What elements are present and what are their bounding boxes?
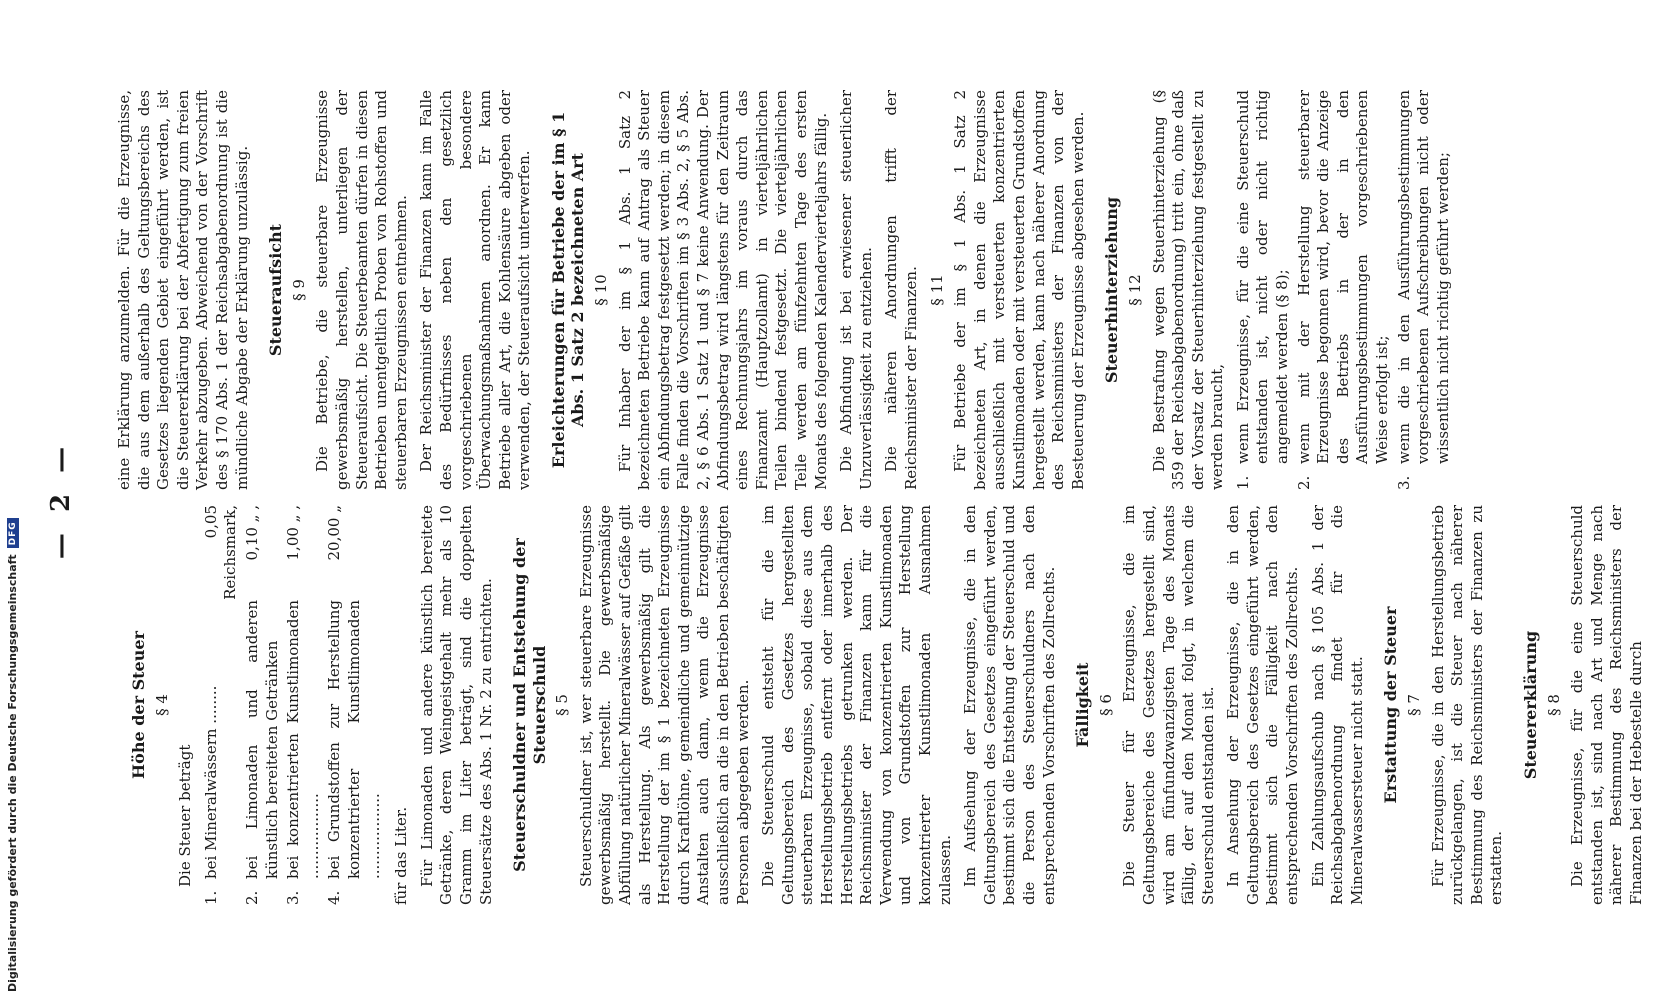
paragraph-number: § 7 xyxy=(1405,694,1424,716)
list-item xyxy=(243,505,282,905)
section-heading: Steuerhinterziehung xyxy=(1102,196,1122,384)
list-text: bei konzentrierten Kunstlimonaden .................. xyxy=(284,600,322,879)
paragraph-number: § 11 xyxy=(927,274,946,306)
text-paragraph: eine Erklärung anzumelden. Für die Erzeugnisse, die aus dem außerhalb des Geltungsbereichs des Gesetzes liegenden Gebiet eingeführt werden, ist die Steuererklärung bei der Abfertigung zum freien Verkehr abzugeben. Abweichend von der Vorschrift des § 170 Abs. 1 der Reichsabgabenordnung ist die mündliche Abgabe der Erklärung unzulässig. xyxy=(115,90,251,490)
text-paragraph: Steuerschuldner ist, wer steuerbare Erzeugnisse gewerbsmäßig herstellt. Die gewerbsmäßige Abfüllung natürlicher Mineralwässer auf Gefäße gilt als Herstellung. Als gewerbsmäßig gilt die Herstellung der im § 1 bezeichneten Erzeugnisse durch Kraftlöhne, gemeindliche und gemeinnützige Anstalten auch dann, wenn die Erzeugnisse ausschließlich an die in den Betrieben beschäftigten Personen abgegeben werden. xyxy=(576,505,752,905)
paragraph-number: § 6 xyxy=(1096,694,1115,716)
list-item xyxy=(202,505,241,905)
list-number: 4. xyxy=(325,890,344,905)
list-value: 0,05 Reichsmark, xyxy=(201,505,240,600)
text-paragraph: Im Aufsehung der Erzeugnisse, die in den Geltungsbereich des Gesetzes eingeführt werden, bestimmt sich die Entstehung der Steuerschuld und die Person des Steuerschuldners nach den entsprechenden Vorschriften des Zollrechts. xyxy=(961,505,1058,905)
list-item xyxy=(1234,90,1293,490)
list-number: 3. xyxy=(284,890,303,905)
list-item xyxy=(325,505,384,905)
section-heading: Erleichterungen für Betriebe der im § 1 Abs. 1 Satz 2 bezeichneten Art xyxy=(548,111,588,469)
text-paragraph: Für Erzeugnisse, die in den Herstellungsbetrieb zurückgelangen, ist die Steuer nach näherer Bestimmung des Reichsministers der Finanzen zu erstatten. xyxy=(1428,505,1506,905)
paragraph-number: § 9 xyxy=(289,279,308,301)
section-heading: Steueraufsicht xyxy=(266,223,286,357)
paragraph-number: § 12 xyxy=(1125,274,1144,306)
paragraph-number: § 10 xyxy=(592,274,611,306)
text-paragraph: für das Liter. xyxy=(392,806,411,905)
text-paragraph: Die Steuerschuld entsteht für die im Geltungsbereich des Gesetzes hergestellten steuerbaren Erzeugnisse, sobald diese aus dem Herstellungsbetrieb entfernt oder innerhalb des Herstellungsbetriebs getrunken werden. Der Reichsminister der Finanzen kann für die Verwendung von konzentrierten Kunstlimonaden und von Grundstoffen zur Herstellung konzentrierter Kunstlimonaden Ausnahmen zulassen. xyxy=(759,505,954,905)
list-text: bei Mineralwässern ........ xyxy=(201,685,220,879)
text-paragraph: Die Betriebe, die steuerbare Erzeugnisse gewerbsmäßig herstellen, unterliegen der Steueraufsicht. Die Steuerbeamten dürfen in diesen Betrieben unentgeltlich Proben von Rohstoffen und steuerbaren Erzeugnissen entnehmen. xyxy=(313,90,410,490)
list-number: 2. xyxy=(242,890,261,905)
section-heading: Höhe der Steuer xyxy=(129,631,148,779)
offense-list xyxy=(1234,90,1454,490)
section-heading: Erstattung der Steuer xyxy=(1381,606,1401,804)
list-text: bei Limonaden und anderen künstlich bereiteten Getränken xyxy=(242,600,281,879)
paragraph-number: § 8 xyxy=(1544,694,1563,716)
list-number: 3. xyxy=(1394,475,1413,490)
text-paragraph: Die Steuer beträgt xyxy=(176,744,195,887)
text-paragraph: Für Limonaden und andere künstlich bereitete Getränke, deren Weingeistgehalt mehr als 10 Gramm im Liter beträgt, sind die doppelten Steuersätze des Abs. 1 Nr. 2 zu entrichten. xyxy=(417,505,495,905)
text-paragraph: Die Steuer für Erzeugnisse, die im Geltungsbereiche des Gesetzes hergestellt sind, wird am fünfundzwanzigsten Tage des Monats fällig, der auf den Monat folgt, in welchem die Steuerschuld entstanden ist. xyxy=(1120,505,1217,905)
list-item xyxy=(1295,90,1393,490)
list-value: 20,00 „ xyxy=(325,505,344,561)
text-paragraph: Die Abfindung ist bei erwiesener steuerlicher Unzuverlässigkeit zu entziehen. xyxy=(837,90,875,490)
list-text: wenn die in den Ausführungsbestimmungen vorgeschriebenen Aufschreibungen nicht oder wissentlich nicht richtig geführt werden; xyxy=(1394,90,1452,464)
section-heading: Steuerschuldner und Entstehung der Steuerschuld xyxy=(510,538,549,872)
credit-sidebar xyxy=(0,0,26,1000)
list-number: 1. xyxy=(1233,475,1252,490)
list-value: 1,00 „ , xyxy=(284,505,303,561)
list-number: 2. xyxy=(1294,475,1313,490)
text-paragraph: In Ansehung der Erzeugnisse, die in den Geltungsbereich des Gesetzes eingeführt werden, bestimmt sich die Fälligkeit nach den entsprechenden Vorschriften des Zollrechts. xyxy=(1224,505,1302,905)
paragraph-number: § 4 xyxy=(152,694,171,716)
list-item xyxy=(284,505,323,905)
text-paragraph: Für Inhaber der im § 1 Abs. 1 Satz 2 bezeichneten Betriebe kann auf Antrag als Steuer ein Abfindungsbetrag festgesetzt werden; in diesem Falle finden die Vorschriften im § 3 Abs. 2, § 5 Abs. 2, § 6 Abs. 1 Satz 1 und § 7 keine Anwendung. Der Abfindungsbetrag wird längstens für den Zeitraum eines Rechnungsjahrs im voraus durch das Finanzamt (Hauptzollamt) in vierteljährlichen Teilen bindend festgesetzt. Die vierteljährlichen Teile werden am fünfzehnten Tage des ersten Monats des folgenden Kalendervierteljahrs fällig. xyxy=(615,90,830,490)
section-heading: Fälligkeit xyxy=(1073,662,1093,748)
text-paragraph: Ein Zahlungsaufschub nach § 105 Abs. 1 der Reichsabgabenordnung findet für die Mineralwassersteuer nicht statt. xyxy=(1308,505,1366,905)
text-paragraph: Die näheren Anordnungen trifft der Reichsminister der Finanzen. xyxy=(882,90,920,490)
list-value: 0,10 „ , xyxy=(242,505,261,561)
list-text: bei Grundstoffen zur Herstellung konzentrierter Kunstlimonaden .................. xyxy=(325,600,383,879)
list-text: wenn Erzeugnisse, für die eine Steuerschuld entstanden ist, nicht oder nicht richtig angemeldet werden (§ 8); xyxy=(1233,90,1292,464)
dfg-logo-icon: DFG xyxy=(7,518,19,548)
text-paragraph: Der Reichsminister der Finanzen kann im Falle des Bedürfnisses neben den gesetzlich vorgeschriebenen besondere Überwachungsmaßnahmen anordnen. Er kann Betriebe aller Art, die Kohlensäure abgeben oder verwenden, der Steueraufsicht unterwerfen. xyxy=(417,90,534,490)
credit-line xyxy=(6,518,19,992)
text-paragraph: Die Erzeugnisse, für die eine Steuerschuld entstanden ist, sind nach Art und Menge nach näherer Bestimmung des Reichsministers der Finanzen bei der Hebestelle durch xyxy=(1568,505,1645,905)
section-heading: Steuererklärung xyxy=(1521,630,1540,780)
text-paragraph: Für Betriebe der im § 1 Abs. 1 Satz 2 bezeichneten Art, in denen die Erzeugnisse ausschließlich mit versteuerten konzentrierten Kunstlimonaden oder mit versteuerten Grundstoffen hergestellt werden, kann nach näherer Anordnung des Reichsministers der Finanzen von der Besteuerung der Erzeugnisse abgesehen werden. xyxy=(951,90,1087,490)
text-paragraph: Die Bestrafung wegen Steuerhinterziehung (§ 359 der Reichsabgabenordnung) tritt ein, ohne daß der Vorsatz der Steuerhinterziehung festgestellt zu werden braucht, xyxy=(1149,90,1227,490)
page-number: — 2 — xyxy=(46,440,76,560)
list-number: 1. xyxy=(201,890,220,905)
right-column xyxy=(115,90,1461,490)
list-item xyxy=(1395,90,1454,490)
left-column xyxy=(115,505,1653,905)
rate-list xyxy=(202,505,384,905)
paragraph-number: § 5 xyxy=(553,694,572,716)
credit-text: Digitalisierung gefördert durch die Deutsche Forschungsgemeinschaft xyxy=(6,554,19,992)
list-text: wenn mit der Herstellung steuerbarer Erzeugnisse begonnen wird, bevor die Anzeige des Betriebs in der in den Ausführungsbestimmungen vorgeschriebenen Weise erfolgt ist; xyxy=(1294,90,1392,464)
